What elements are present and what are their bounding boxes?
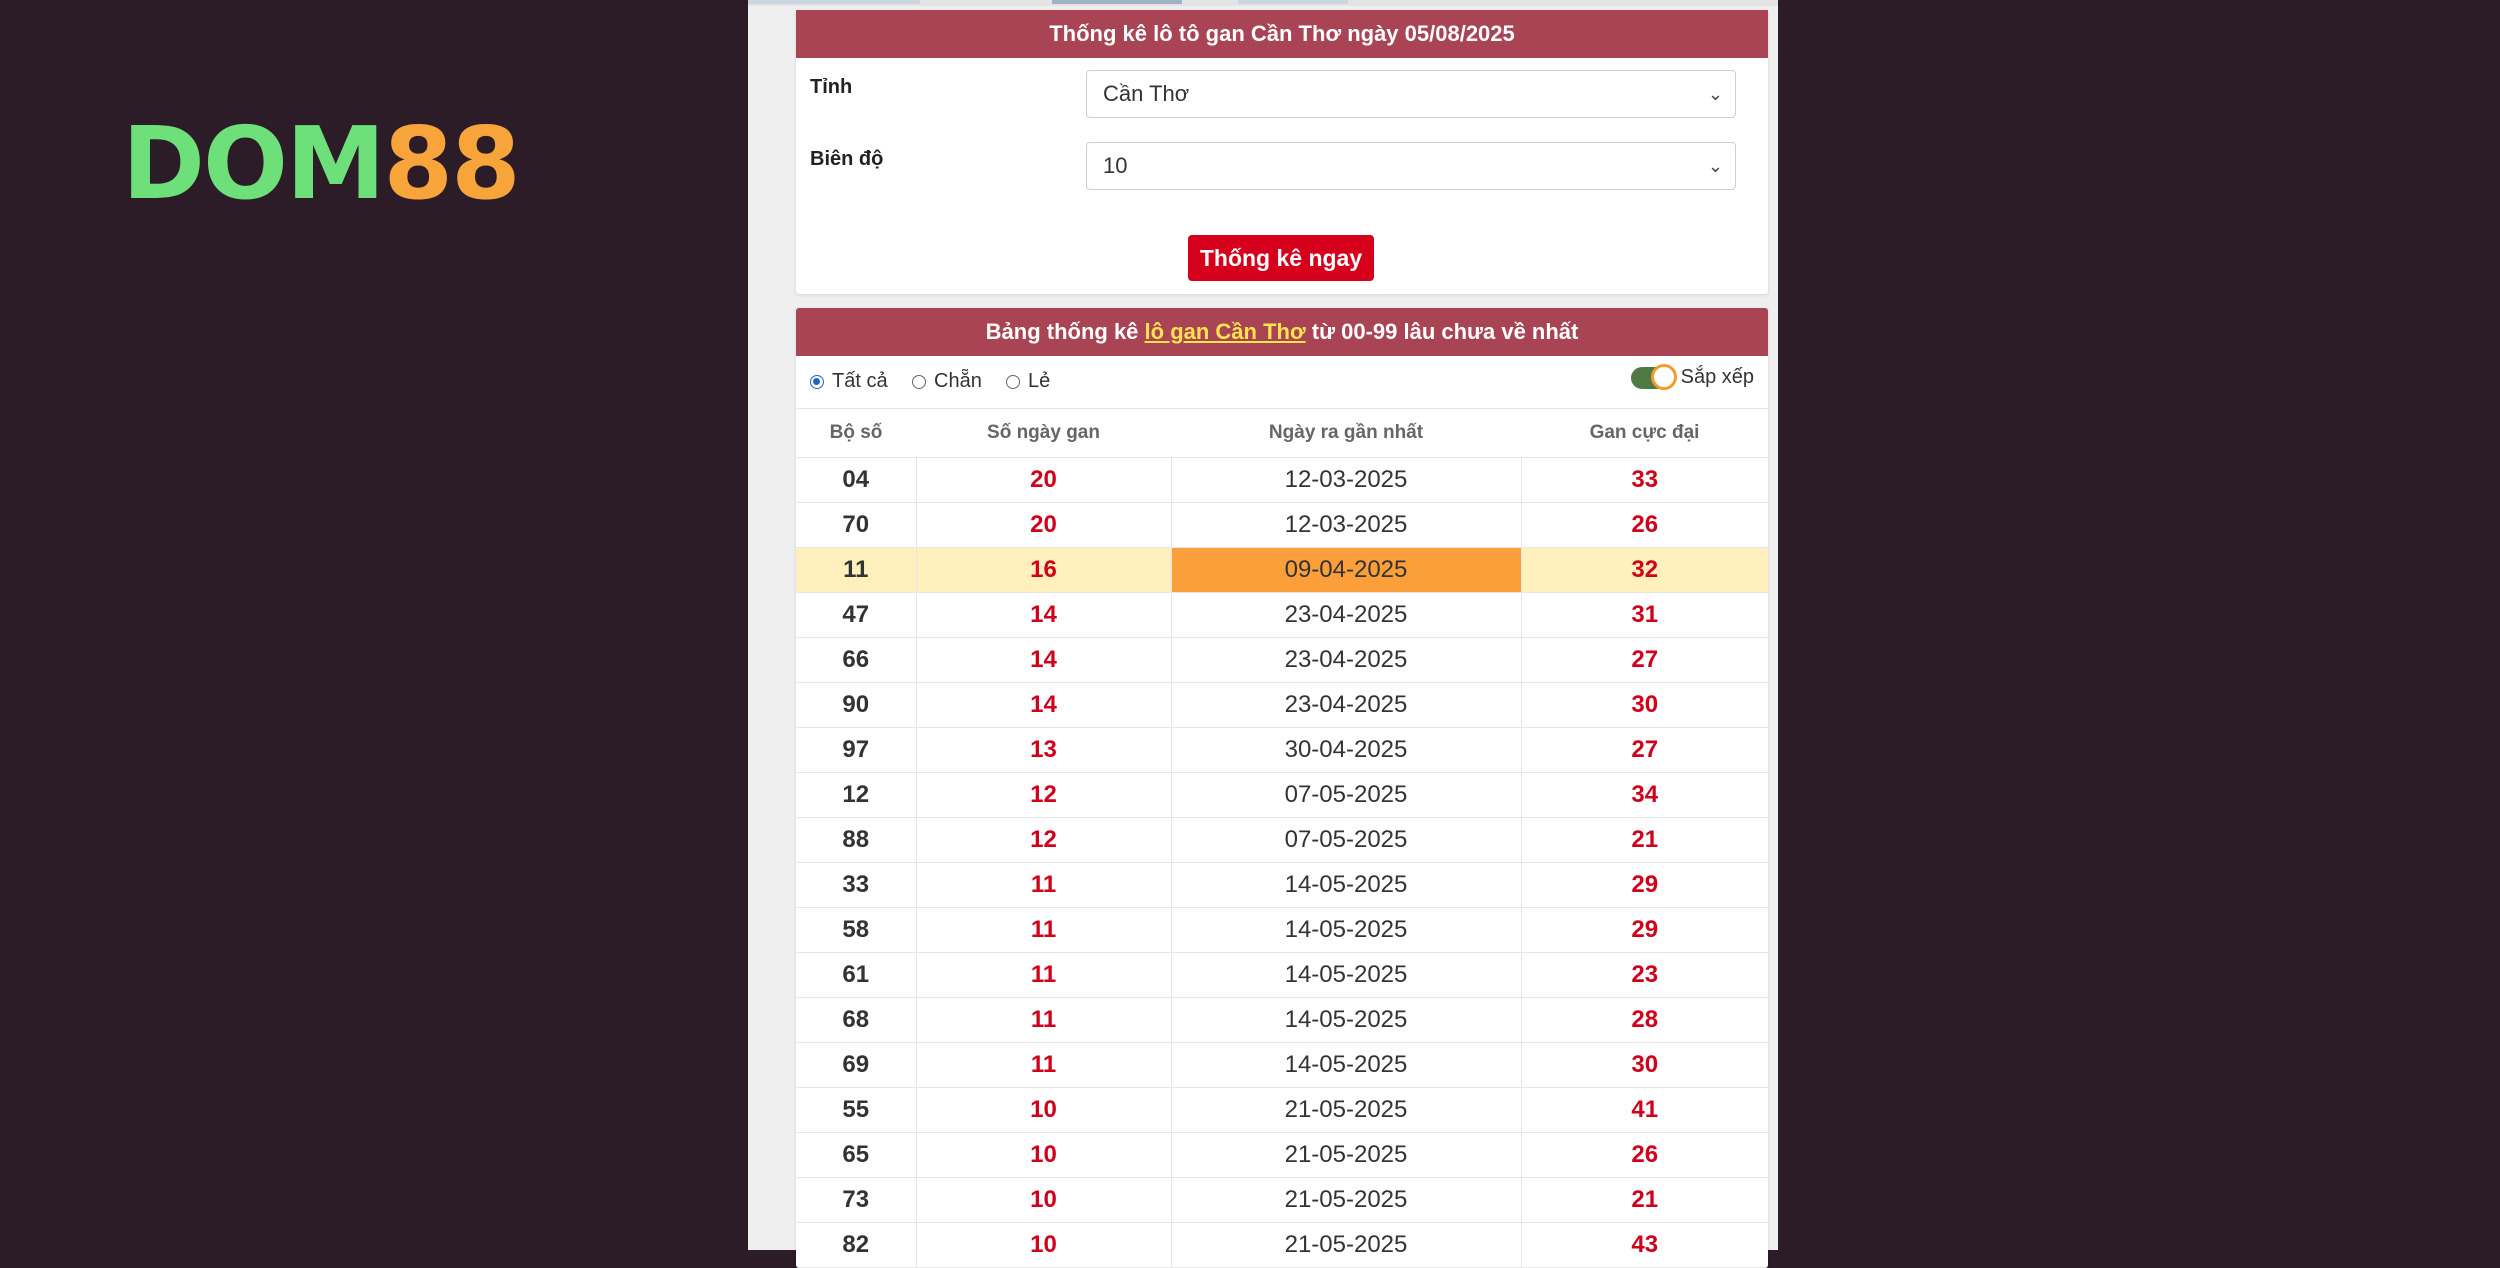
cell-num: 68 — [796, 998, 916, 1043]
cell-days: 11 — [916, 1043, 1171, 1088]
main-content — [748, 0, 1778, 1258]
cell-days: 20 — [916, 458, 1171, 503]
province-value: Cần Thơ — [1103, 81, 1190, 106]
cell-num: 47 — [796, 593, 916, 638]
cell-days: 10 — [916, 1088, 1171, 1133]
table-row — [796, 1223, 1768, 1268]
logo-text-88: 88 — [383, 105, 519, 222]
radio-unchecked-icon — [1006, 375, 1020, 389]
cell-num: 61 — [796, 953, 916, 998]
radio-all[interactable] — [810, 370, 888, 393]
table-row — [796, 1088, 1768, 1133]
radio-odd-label: Lẻ — [1028, 370, 1051, 392]
cell-days: 11 — [916, 953, 1171, 998]
cell-num: 82 — [796, 1223, 916, 1268]
cell-num: 70 — [796, 503, 916, 548]
stats-table-card — [796, 308, 1768, 1268]
cell-date: 14-05-2025 — [1171, 998, 1521, 1043]
cell-days: 13 — [916, 728, 1171, 773]
cell-days: 10 — [916, 1133, 1171, 1178]
radio-even[interactable] — [912, 370, 982, 393]
cell-num: 58 — [796, 908, 916, 953]
table-row — [796, 953, 1768, 998]
cell-days: 20 — [916, 503, 1171, 548]
cell-days: 11 — [916, 998, 1171, 1043]
column-header: Bộ số — [796, 409, 916, 458]
table-row — [796, 773, 1768, 818]
cell-max: 29 — [1521, 863, 1768, 908]
cell-num: 33 — [796, 863, 916, 908]
cell-max: 21 — [1521, 818, 1768, 863]
column-header: Gan cực đại — [1521, 409, 1768, 458]
stats-title-link[interactable]: lô gan Cần Thơ — [1144, 319, 1306, 344]
table-row — [796, 908, 1768, 953]
table-row — [796, 1178, 1768, 1223]
radio-all-label: Tất cả — [832, 370, 888, 392]
cell-date: 21-05-2025 — [1171, 1133, 1521, 1178]
table-row — [796, 998, 1768, 1043]
cell-num: 11 — [796, 548, 916, 593]
table-row — [796, 683, 1768, 728]
cell-days: 12 — [916, 773, 1171, 818]
cell-num: 73 — [796, 1178, 916, 1223]
cell-max: 26 — [1521, 1133, 1768, 1178]
radio-unchecked-icon — [912, 375, 926, 389]
cell-max: 33 — [1521, 458, 1768, 503]
cell-max: 21 — [1521, 1178, 1768, 1223]
range-label: Biên độ — [810, 148, 884, 170]
stats-table — [796, 408, 1768, 1268]
cell-max: 31 — [1521, 593, 1768, 638]
cell-max: 27 — [1521, 728, 1768, 773]
cell-days: 10 — [916, 1178, 1171, 1223]
cell-date: 12-03-2025 — [1171, 503, 1521, 548]
range-row — [796, 130, 1768, 202]
cell-num: 88 — [796, 818, 916, 863]
cell-num: 55 — [796, 1088, 916, 1133]
stats-title — [796, 308, 1768, 356]
radio-even-label: Chẵn — [934, 370, 982, 392]
cell-max: 23 — [1521, 953, 1768, 998]
logo-text-dom: DOM — [122, 105, 384, 222]
cell-num: 97 — [796, 728, 916, 773]
table-row — [796, 818, 1768, 863]
table-row — [796, 593, 1768, 638]
table-row — [796, 863, 1768, 908]
cell-num: 90 — [796, 683, 916, 728]
cell-max: 27 — [1521, 638, 1768, 683]
form-title: Thống kê lô tô gan Cần Thơ ngày 05/08/2025 — [796, 10, 1768, 58]
table-row — [796, 638, 1768, 683]
stats-title-prefix: Bảng thống kê — [985, 319, 1145, 344]
cell-max: 41 — [1521, 1088, 1768, 1133]
table-row — [796, 1043, 1768, 1088]
cell-date: 14-05-2025 — [1171, 953, 1521, 998]
cell-date: 23-04-2025 — [1171, 593, 1521, 638]
cell-max: 30 — [1521, 683, 1768, 728]
cell-days: 11 — [916, 908, 1171, 953]
filter-bar — [796, 356, 1768, 408]
submit-stats-button[interactable]: Thống kê ngay — [1188, 235, 1374, 281]
filter-form-card — [796, 10, 1768, 294]
sort-label: Sắp xếp — [1680, 366, 1754, 388]
cell-max: 32 — [1521, 548, 1768, 593]
radio-checked-icon — [810, 375, 824, 389]
cell-date: 21-05-2025 — [1171, 1088, 1521, 1133]
table-row — [796, 503, 1768, 548]
range-select[interactable] — [1086, 142, 1736, 190]
cell-max: 43 — [1521, 1223, 1768, 1268]
radio-odd[interactable] — [1006, 370, 1050, 393]
cell-date: 23-04-2025 — [1171, 638, 1521, 683]
cell-date: 30-04-2025 — [1171, 728, 1521, 773]
cell-max: 30 — [1521, 1043, 1768, 1088]
cell-date: 21-05-2025 — [1171, 1178, 1521, 1223]
chevron-down-icon: ⌄ — [1707, 156, 1723, 176]
cell-date: 07-05-2025 — [1171, 818, 1521, 863]
cell-num: 66 — [796, 638, 916, 683]
dom88-logo[interactable] — [122, 105, 519, 222]
cell-date: 14-05-2025 — [1171, 1043, 1521, 1088]
province-select[interactable] — [1086, 70, 1736, 118]
cell-num: 65 — [796, 1133, 916, 1178]
cell-date: 12-03-2025 — [1171, 458, 1521, 503]
cell-date: 07-05-2025 — [1171, 773, 1521, 818]
range-value: 10 — [1103, 153, 1128, 178]
cell-days: 14 — [916, 593, 1171, 638]
cell-days: 16 — [916, 548, 1171, 593]
cell-days: 12 — [916, 818, 1171, 863]
cell-days: 14 — [916, 638, 1171, 683]
column-header: Ngày ra gần nhất — [1171, 409, 1521, 458]
province-row — [796, 58, 1768, 130]
cell-date: 14-05-2025 — [1171, 863, 1521, 908]
column-header: Số ngày gan — [916, 409, 1171, 458]
table-row — [796, 1133, 1768, 1178]
cell-max: 34 — [1521, 773, 1768, 818]
top-tab-strip — [748, 0, 1778, 6]
stats-title-suffix: từ 00-99 lâu chưa về nhất — [1305, 319, 1579, 344]
cell-days: 10 — [916, 1223, 1171, 1268]
toggle-switch-icon — [1631, 367, 1675, 389]
cell-days: 14 — [916, 683, 1171, 728]
table-header-row — [796, 409, 1768, 458]
cell-days: 11 — [916, 863, 1171, 908]
cell-date: 23-04-2025 — [1171, 683, 1521, 728]
cell-max: 29 — [1521, 908, 1768, 953]
table-row — [796, 728, 1768, 773]
chevron-down-icon: ⌄ — [1707, 84, 1723, 104]
table-row — [796, 548, 1768, 593]
cell-max: 26 — [1521, 503, 1768, 548]
sort-toggle[interactable] — [1631, 366, 1754, 389]
cell-date: 09-04-2025 — [1171, 548, 1521, 593]
cell-date: 21-05-2025 — [1171, 1223, 1521, 1268]
province-label: Tỉnh — [810, 76, 853, 98]
table-row — [796, 458, 1768, 503]
cell-num: 12 — [796, 773, 916, 818]
cell-num: 04 — [796, 458, 916, 503]
cell-max: 28 — [1521, 998, 1768, 1043]
cell-date: 14-05-2025 — [1171, 908, 1521, 953]
cell-num: 69 — [796, 1043, 916, 1088]
